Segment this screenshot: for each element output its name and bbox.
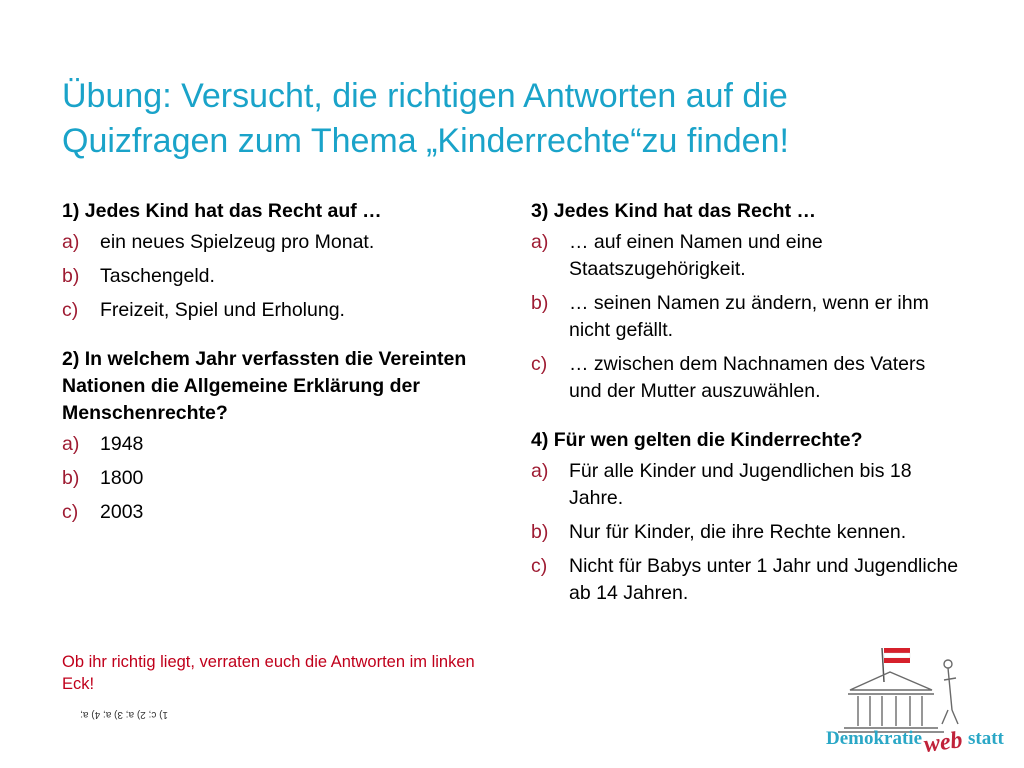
demokratiewebstatt-logo (820, 640, 1020, 766)
option-4a (531, 458, 961, 512)
option-2b (62, 465, 482, 492)
flag-stripe-bottom (884, 658, 910, 663)
question-1: 1) Jedes Kind hat das Recht auf … (62, 200, 382, 222)
option-3b (531, 290, 961, 344)
flag-stripe-top (884, 648, 910, 653)
option-marker: c) (531, 353, 548, 375)
option-marker: b) (531, 521, 549, 543)
option-text: Für alle Kinder und Jugendlichen bis 18 Jahre. (569, 460, 912, 509)
option-text: 1800 (100, 467, 144, 489)
option-marker: b) (62, 265, 80, 287)
option-marker: a) (531, 231, 549, 253)
question-2: 2) In welchem Jahr verfassten die Vereinten Nationen die Allgemeine Erklärung der Menschenrechte? (62, 348, 467, 424)
option-2c (62, 499, 482, 526)
option-1b (62, 263, 482, 290)
flag-pole (882, 648, 884, 682)
option-marker: c) (62, 501, 79, 523)
question-1-options (62, 229, 482, 324)
option-marker: b) (531, 292, 549, 314)
option-4c (531, 553, 961, 607)
option-4b (531, 519, 961, 546)
option-text: … zwischen dem Nachnamen des Vaters und der Mutter auszuwählen. (569, 353, 926, 402)
option-3a (531, 229, 961, 283)
left-column (62, 198, 482, 533)
option-text: Freizeit, Spiel und Erholung. (100, 299, 345, 321)
question-4-options (531, 458, 961, 607)
option-2a (62, 431, 482, 458)
option-text: … seinen Namen zu ändern, wenn er ihm nicht gefällt. (569, 292, 929, 341)
option-marker: b) (62, 467, 80, 489)
option-text: 2003 (100, 501, 144, 523)
option-marker: a) (62, 433, 80, 455)
logo-text-web: web (922, 726, 965, 759)
option-marker: c) (62, 299, 79, 321)
hint-text: Ob ihr richtig liegt, verraten euch die Antworten im linken Eck! (62, 653, 475, 693)
option-text: … auf einen Namen und eine Staatszugehörigkeit. (569, 231, 823, 280)
option-marker: c) (531, 555, 548, 577)
option-marker: a) (62, 231, 80, 253)
parliament-drawing (838, 660, 958, 732)
question-3: 3) Jedes Kind hat das Recht … (531, 200, 816, 222)
option-1a (62, 229, 482, 256)
question-2-options (62, 431, 482, 526)
logo-text-left: Demokratie (826, 728, 923, 749)
question-3-options (531, 229, 961, 405)
logo-text-right: statt (968, 728, 1004, 749)
option-3c (531, 351, 961, 405)
option-text: 1948 (100, 433, 144, 455)
option-text: Taschengeld. (100, 265, 215, 287)
slide-title: Übung: Versucht, die richtigen Antworten auf die Quizfragen zum Thema „Kinderrechte“zu finden! (62, 77, 789, 160)
right-column (531, 198, 961, 614)
flag-stripe-middle (884, 653, 910, 658)
option-text: ein neues Spielzeug pro Monat. (100, 231, 375, 253)
option-text: Nicht für Babys unter 1 Jahr und Jugendliche ab 14 Jahren. (569, 555, 959, 604)
option-text: Nur für Kinder, die ihre Rechte kennen. (569, 521, 907, 543)
option-marker: a) (531, 460, 549, 482)
answer-key-upside-down: 1) c; 2) a; 3) a; 4) a; (80, 709, 168, 720)
question-4: 4) Für wen gelten die Kinderrechte? (531, 429, 863, 451)
option-1c (62, 297, 482, 324)
